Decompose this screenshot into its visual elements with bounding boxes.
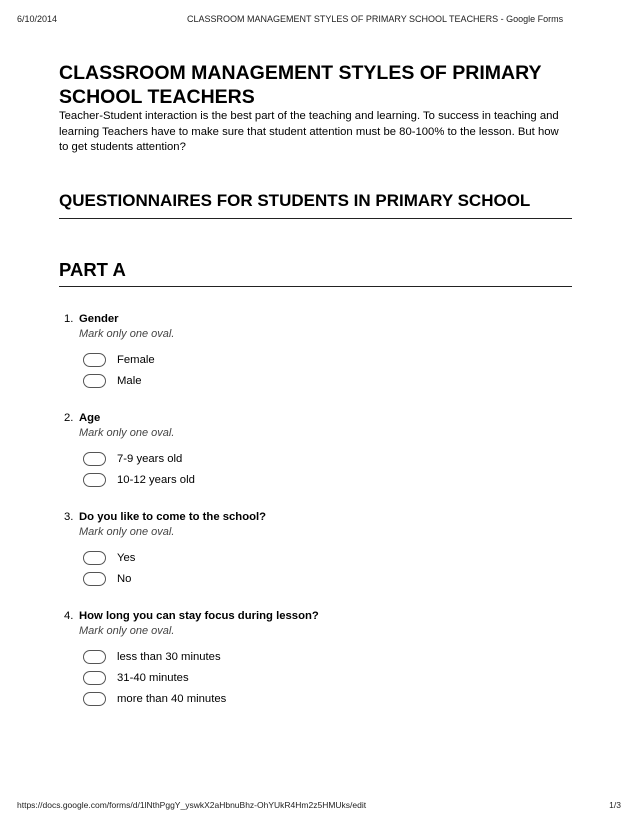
option-list [83,349,564,391]
option-yes[interactable] [83,547,564,568]
question-number: 3. [64,511,74,523]
question-number: 1. [64,313,74,325]
question-age [64,411,564,490]
question-title: How long you can stay focus during lesson? [79,610,319,622]
radio-oval[interactable] [83,551,106,565]
option-label: Male [117,374,142,387]
question-focus-duration [64,609,564,709]
question-title: Age [79,412,101,424]
radio-oval[interactable] [83,692,106,706]
option-10-12-years[interactable] [83,469,564,490]
question-number: 2. [64,412,74,424]
question-hint: Mark only one oval. [79,526,175,538]
radio-oval[interactable] [83,452,106,466]
question-gender [64,312,564,391]
question-like-school [64,510,564,589]
option-label: No [117,572,132,585]
print-doc-title: CLASSROOM MANAGEMENT STYLES OF PRIMARY SCHOOL TEACHERS - Google Forms [187,14,564,24]
option-label: more than 40 minutes [117,692,227,705]
section-title-questionnaires: QUESTIONNAIRES FOR STUDENTS IN PRIMARY SCHOOL [59,191,531,210]
option-list [83,448,564,490]
option-male[interactable] [83,370,564,391]
page-number: 1/3 [609,800,621,810]
section-divider [59,218,572,219]
question-hint: Mark only one oval. [79,625,175,637]
radio-oval[interactable] [83,473,106,487]
option-no[interactable] [83,568,564,589]
option-list [83,547,564,589]
radio-oval[interactable] [83,650,106,664]
question-hint: Mark only one oval. [79,427,175,439]
question-title: Do you like to come to the school? [79,511,267,523]
print-header [17,14,621,26]
radio-oval[interactable] [83,572,106,586]
option-label: less than 30 minutes [117,650,221,663]
radio-oval[interactable] [83,671,106,685]
print-date: 6/10/2014 [17,14,58,24]
option-label: Female [117,353,155,366]
radio-oval[interactable] [83,353,106,367]
radio-oval[interactable] [83,374,106,388]
form-description: Teacher-Student interaction is the best part of the teaching and learning. To success in teaching and learning Teachers have to make sure that student attention must be 80-100% to the lesson. But how to get students attention? [59,110,559,153]
option-label: 10-12 years old [117,473,195,486]
print-url: https://docs.google.com/forms/d/1lNthPggY_yswkX2aHbnuBhz-OhYUkR4Hm2z5HMUks/edit [17,800,367,810]
question-title: Gender [79,313,119,325]
option-label: Yes [117,551,136,564]
section-title-part-a: PART A [59,259,126,280]
question-number: 4. [64,610,74,622]
section-divider [59,286,572,287]
form-title: CLASSROOM MANAGEMENT STYLES OF PRIMARY SCHOOL TEACHERS [59,62,542,108]
option-more-than-40[interactable] [83,688,564,709]
option-label: 7-9 years old [117,452,183,465]
option-7-9-years[interactable] [83,448,564,469]
option-list [83,646,564,709]
option-31-40[interactable] [83,667,564,688]
option-less-than-30[interactable] [83,646,564,667]
question-hint: Mark only one oval. [79,328,175,340]
option-female[interactable] [83,349,564,370]
option-label: 31-40 minutes [117,671,189,684]
